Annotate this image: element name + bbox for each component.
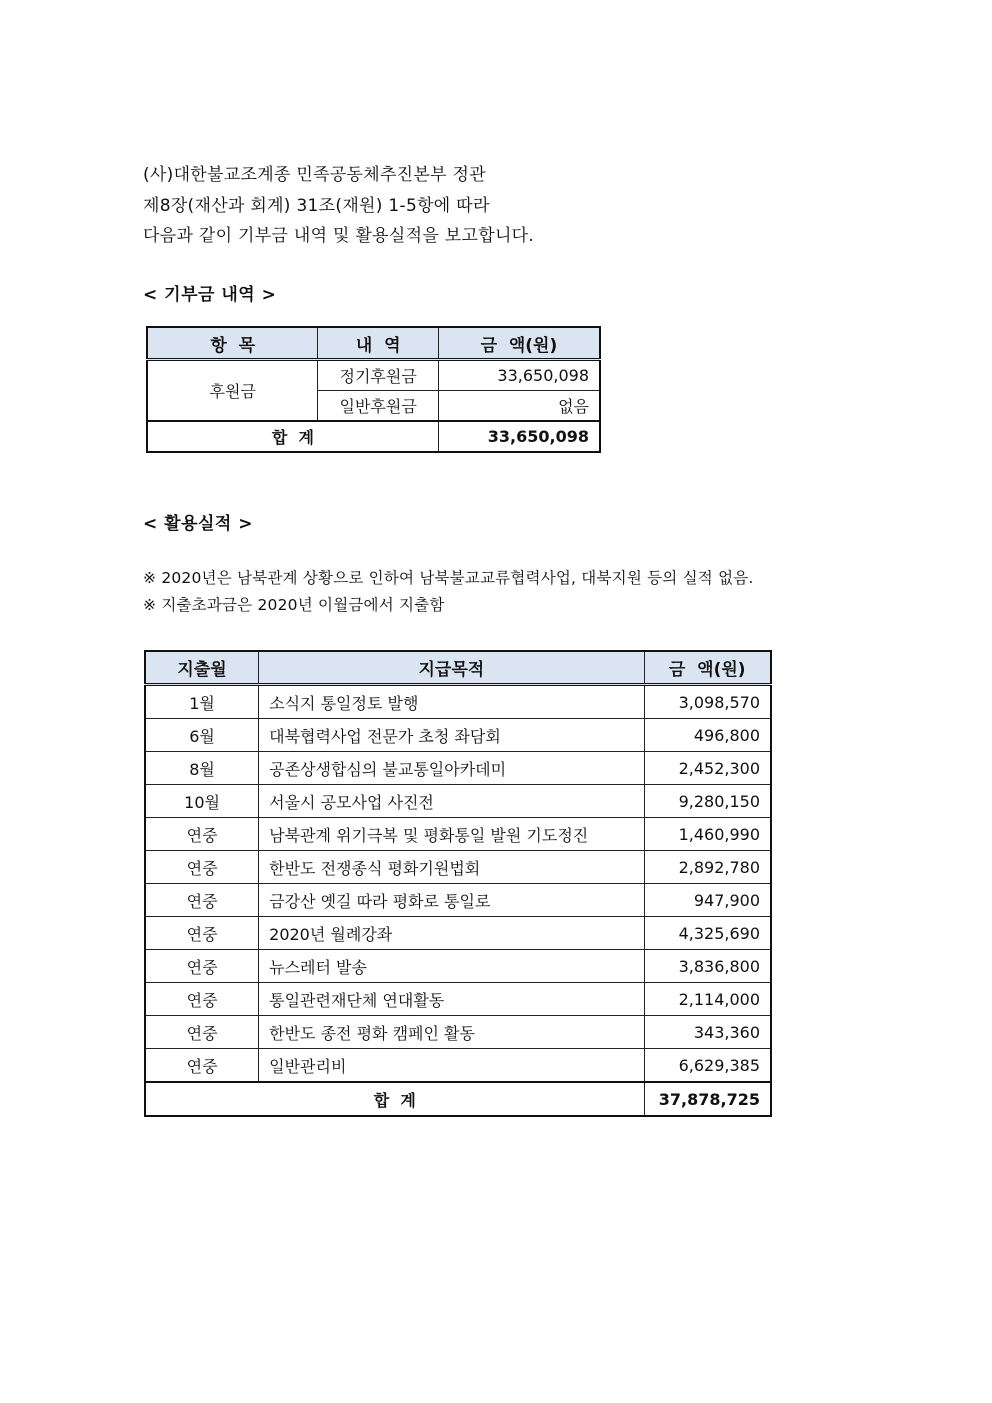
donation-section-title: < 기부금 내역 > [143, 285, 277, 305]
purpose-cell: 소식지 통일정토 발행 [259, 685, 644, 719]
item-cell: 정기후원금 [318, 360, 438, 391]
amount-cell: 947,900 [644, 884, 771, 917]
purpose-cell: 2020년 월례강좌 [259, 917, 644, 950]
item-cell: 일반후원금 [318, 391, 438, 422]
intro-line-2: 제8장(재산과 회계) 31조(재원) 1-5항에 따라 [143, 195, 490, 216]
total-row [145, 1082, 771, 1116]
total-row [147, 421, 600, 452]
month-cell: 연중 [145, 884, 259, 917]
header-month: 지출월 [145, 651, 259, 685]
amount-cell: 2,892,780 [644, 851, 771, 884]
table-row [145, 1016, 771, 1049]
table-row [145, 884, 771, 917]
total-amount: 37,878,725 [644, 1082, 771, 1116]
usage-section-title: < 활용실적 > [143, 514, 254, 534]
amount-cell: 3,836,800 [644, 950, 771, 983]
table-row [145, 818, 771, 851]
intro-line-3: 다음과 같이 기부금 내역 및 활용실적을 보고합니다. [143, 226, 535, 246]
purpose-cell: 통일관련재단체 연대활동 [259, 983, 644, 1016]
purpose-cell: 서울시 공모사업 사진전 [259, 785, 644, 818]
header-amount: 금 액(원) [438, 327, 600, 360]
note-1: ※ 2020년은 남북관계 상황으로 인하여 남북불교교류협력사업, 대북지원 등의 실적 없음. [143, 569, 754, 587]
month-cell: 연중 [145, 983, 259, 1016]
purpose-cell: 금강산 옛길 따라 평화로 통일로 [259, 884, 644, 917]
table-row [145, 983, 771, 1016]
amount-cell: 496,800 [644, 719, 771, 752]
amount-cell: 2,452,300 [644, 752, 771, 785]
table-row [145, 1049, 771, 1083]
total-amount: 33,650,098 [438, 421, 600, 452]
amount-cell: 2,114,000 [644, 983, 771, 1016]
category-cell: 후원금 [147, 360, 318, 422]
total-label: 합 계 [147, 421, 438, 452]
month-cell: 연중 [145, 950, 259, 983]
amount-cell: 1,460,990 [644, 818, 771, 851]
amount-cell: 4,325,690 [644, 917, 771, 950]
amount-cell: 3,098,570 [644, 685, 771, 719]
table-row [145, 719, 771, 752]
total-label: 합 계 [145, 1082, 644, 1116]
month-cell: 연중 [145, 1049, 259, 1083]
month-cell: 연중 [145, 818, 259, 851]
table-row [145, 752, 771, 785]
table-row [147, 360, 600, 391]
purpose-cell: 한반도 종전 평화 캠페인 활동 [259, 1016, 644, 1049]
header-item: 항 목 [147, 327, 318, 360]
table-row [145, 685, 771, 719]
usage-header-row [145, 651, 771, 685]
note-2: ※ 지출초과금은 2020년 이월금에서 지출함 [143, 596, 445, 614]
amount-cell: 9,280,150 [644, 785, 771, 818]
month-cell: 10월 [145, 785, 259, 818]
month-cell: 8월 [145, 752, 259, 785]
purpose-cell: 뉴스레터 발송 [259, 950, 644, 983]
month-cell: 1월 [145, 685, 259, 719]
donation-table [146, 326, 601, 453]
header-detail: 내 역 [318, 327, 438, 360]
purpose-cell: 대북협력사업 전문가 초청 좌담회 [259, 719, 644, 752]
amount-cell: 없음 [438, 391, 600, 422]
table-row [145, 950, 771, 983]
purpose-cell: 일반관리비 [259, 1049, 644, 1083]
month-cell: 연중 [145, 851, 259, 884]
intro-text [143, 160, 534, 252]
amount-cell: 6,629,385 [644, 1049, 771, 1083]
table-row [145, 785, 771, 818]
intro-line-1: (사)대한불교조계종 민족공동체추진본부 정관 [143, 165, 486, 185]
header-amount: 금 액(원) [644, 651, 771, 685]
month-cell: 6월 [145, 719, 259, 752]
amount-cell: 33,650,098 [438, 360, 600, 391]
header-purpose: 지급목적 [259, 651, 644, 685]
purpose-cell: 공존상생합심의 불교통일아카데미 [259, 752, 644, 785]
donation-header-row [147, 327, 600, 360]
amount-cell: 343,360 [644, 1016, 771, 1049]
usage-table [144, 650, 772, 1117]
usage-notes [143, 565, 754, 619]
month-cell: 연중 [145, 917, 259, 950]
purpose-cell: 남북관계 위기극복 및 평화통일 발원 기도정진 [259, 818, 644, 851]
month-cell: 연중 [145, 1016, 259, 1049]
purpose-cell: 한반도 전쟁종식 평화기원법회 [259, 851, 644, 884]
table-row [145, 851, 771, 884]
table-row [145, 917, 771, 950]
